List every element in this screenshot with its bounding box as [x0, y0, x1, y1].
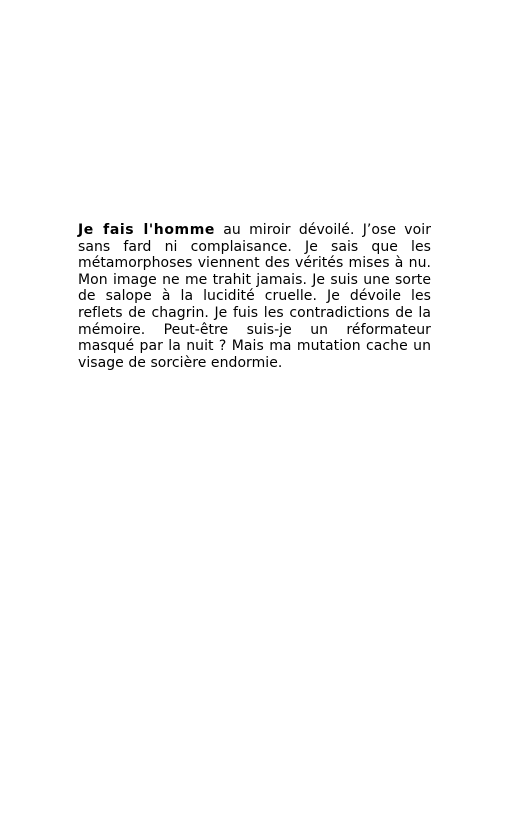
lead-phrase: Je fais l'homme: [78, 222, 216, 238]
paragraph-body: au miroir dévoilé. J’ose voir sans fard ni complaisance. Je sais que les métamorphoses viennent des vérités mises à nu. Mon image ne me trahit jamais. Je suis une sorte de salope à la lucidité cruelle. Je dévoile les reflets de chagrin. Je fuis les contradictions de la mémoire. Peut-être suis-je un réformateur masqué par la nuit ? Mais ma mutation cache un visage de sorcière endormie.: [78, 222, 431, 371]
poem-paragraph: [78, 222, 431, 371]
